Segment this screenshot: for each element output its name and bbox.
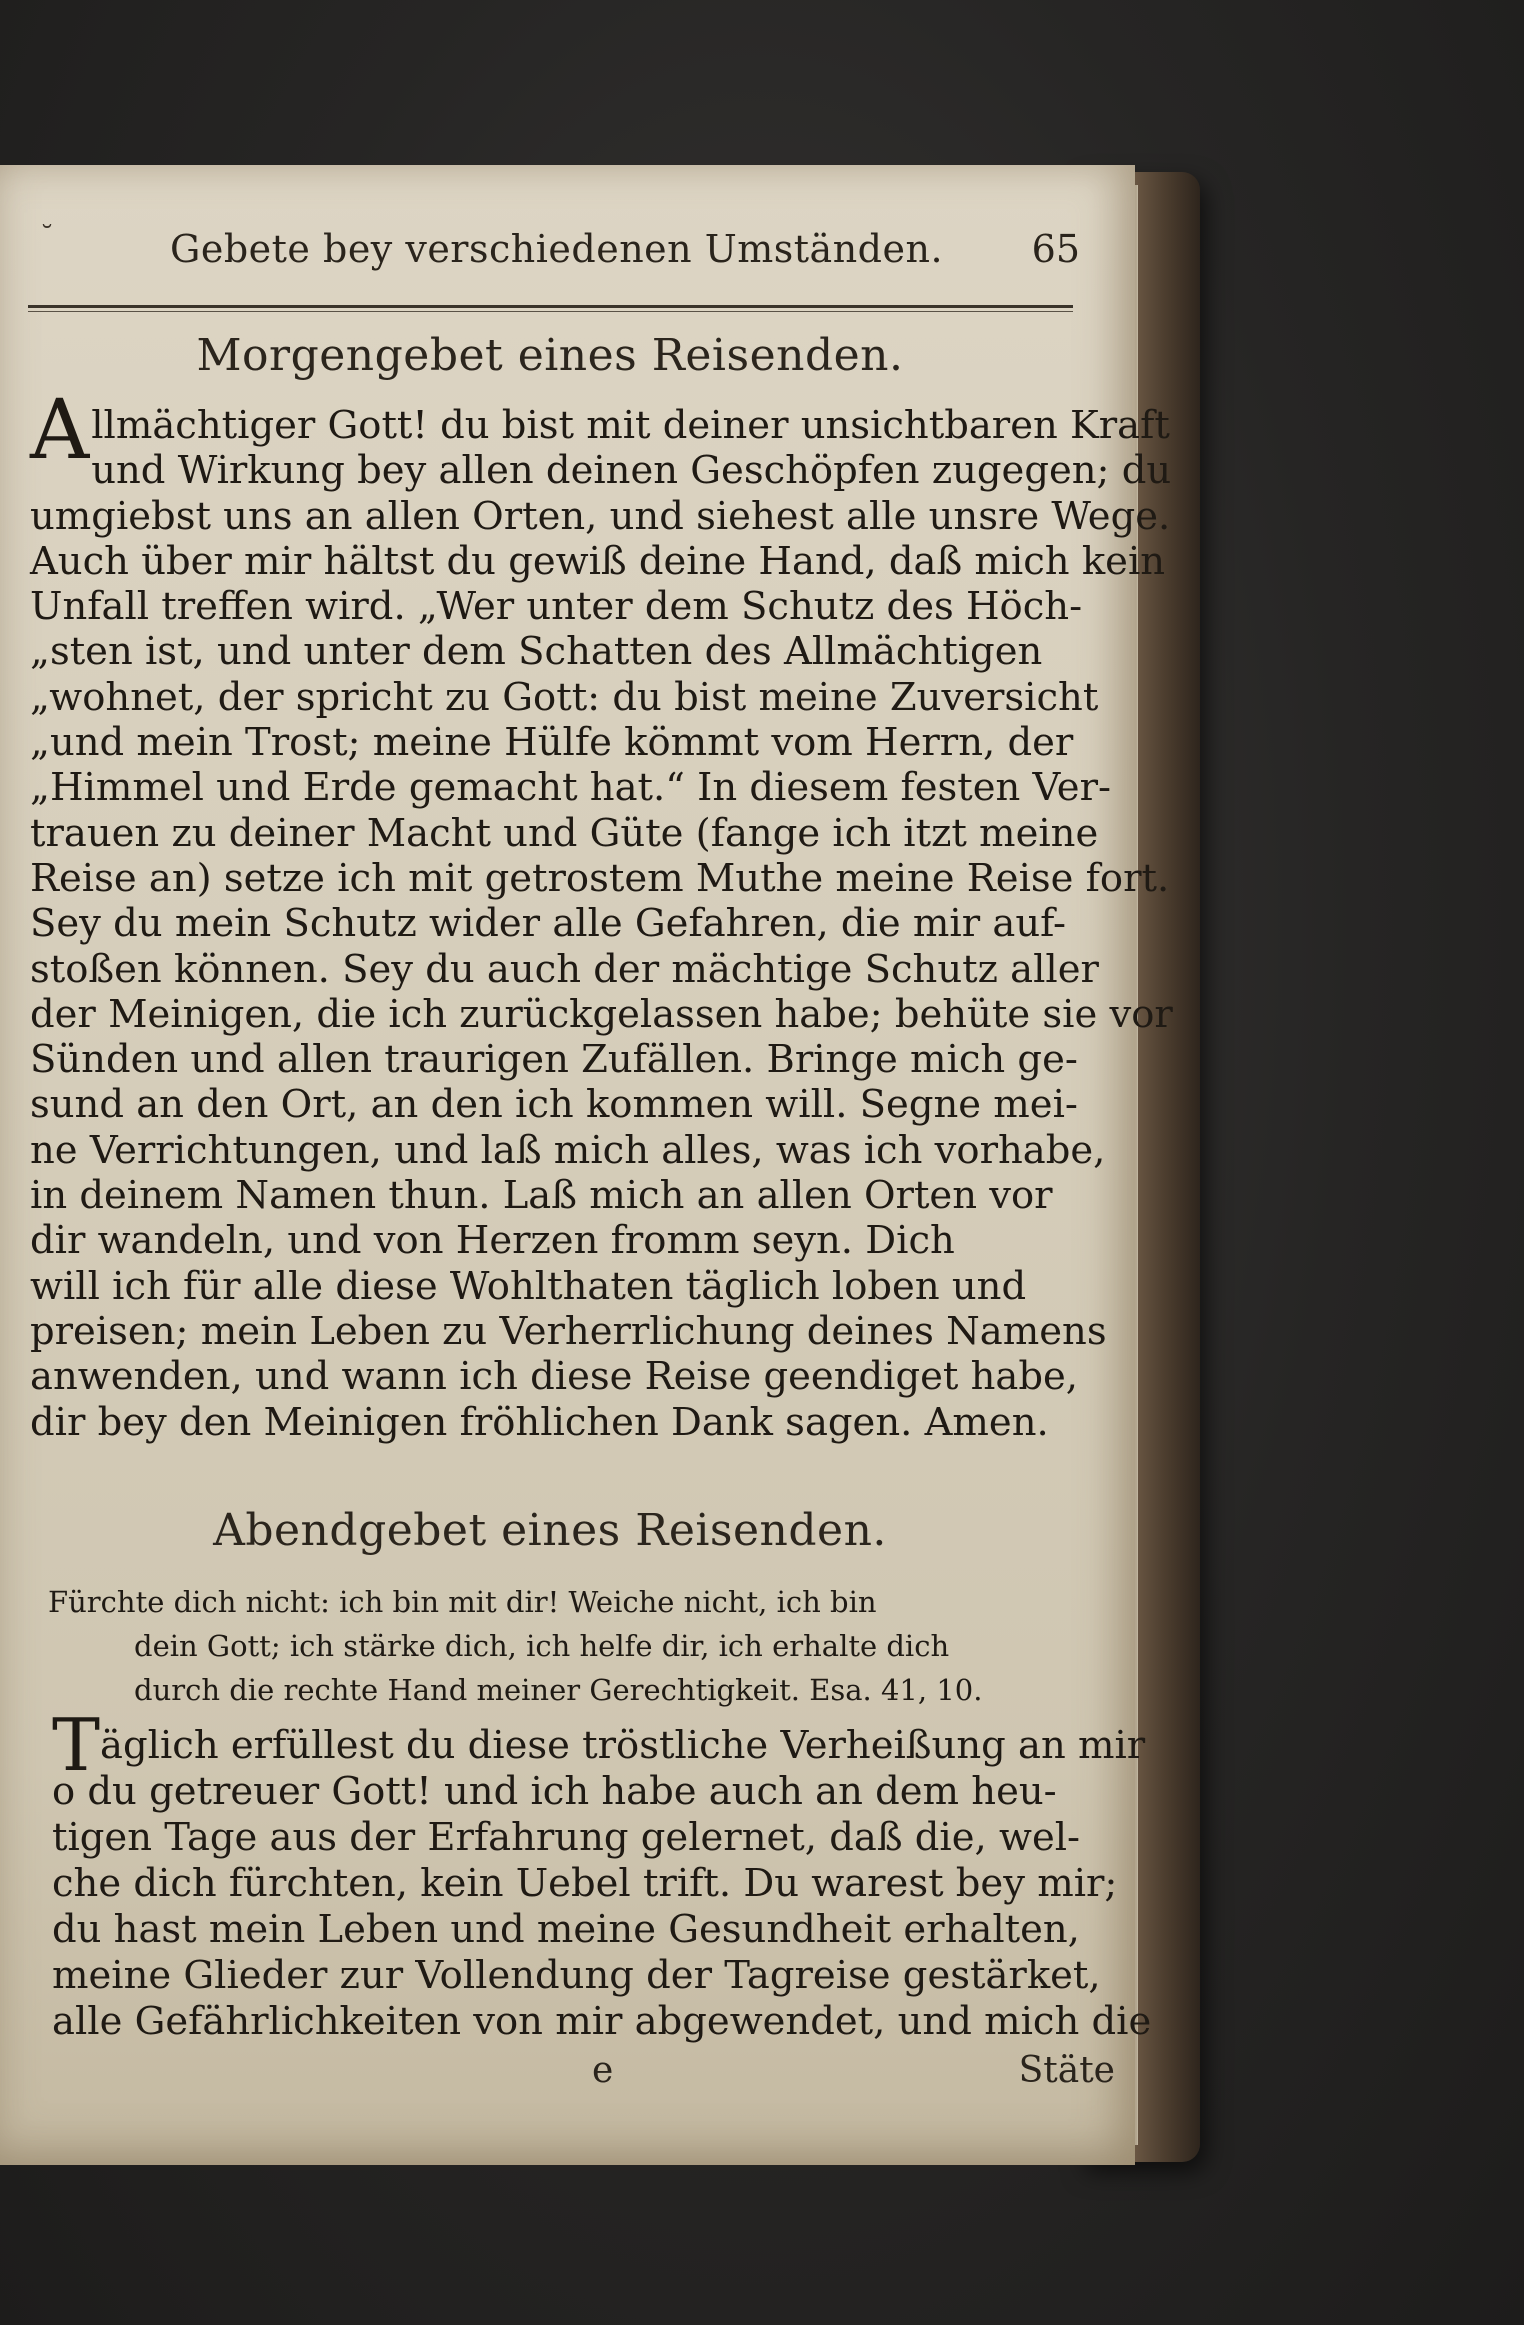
text-line: der Meinigen, die ich zurückgelassen habe; behüte sie vor xyxy=(30,991,1173,1037)
text-line: che dich fürchten, kein Uebel trift. Du warest bey mir; xyxy=(52,1861,1118,1906)
text-line: Auch über mir hältst du gewiß deine Hand, daß mich kein xyxy=(30,538,1166,584)
header-rule xyxy=(28,305,1073,308)
text-line: Allmächtiger Gott! du bist mit deiner unsichtbaren Kraft xyxy=(30,383,1170,478)
text-line: alle Gefährlichkeiten von mir abgewendet, und mich die xyxy=(52,1999,1152,2044)
text-line: und Wirkung bey allen deinen Geschöpfen zugegen; du xyxy=(91,448,1172,494)
catchword: Stäte xyxy=(1018,2050,1115,2091)
text-line: „und mein Trost; meine Hülfe kömmt vom Herrn, der xyxy=(30,720,1074,766)
text-line: „sten ist, und unter dem Schatten des Allmächtigen xyxy=(30,629,1043,675)
text-line: trauen zu deiner Macht und Güte (fange ich itzt meine xyxy=(30,810,1099,856)
book-page xyxy=(0,165,1173,2165)
text-line: will ich für alle diese Wohlthaten täglich loben und xyxy=(30,1263,1027,1309)
page-mark: ˘ xyxy=(40,220,54,253)
text-line: „wohnet, der spricht zu Gott: du bist meine Zuversicht xyxy=(30,674,1099,720)
text-line: Unfall treffen wird. „Wer unter dem Schutz des Höch- xyxy=(30,584,1083,630)
morning-prayer-text xyxy=(30,383,1173,1445)
page-footer xyxy=(52,2050,1127,2096)
text-line: preisen; mein Leben zu Verherrlichung deines Namens xyxy=(30,1308,1107,1354)
drop-cap: A xyxy=(30,383,90,478)
text-line: o du getreuer Gott! und ich habe auch an dem heu- xyxy=(52,1769,1057,1814)
motto-line: Fürchte dich nicht: ich bin mit dir! Weiche nicht, ich bin xyxy=(48,1585,877,1619)
running-head-title: Gebete bey verschiedenen Umständen. xyxy=(170,227,944,271)
text-line: du hast mein Leben und meine Gesundheit erhalten, xyxy=(52,1907,1080,1952)
drop-cap: T xyxy=(52,1703,101,1787)
text-line: stoßen können. Sey du auch der mächtige Schutz aller xyxy=(30,946,1099,992)
motto-line: durch die rechte Hand meiner Gerechtigkeit. Esa. 41, 10. xyxy=(134,1673,983,1707)
text-line: Sünden und allen traurigen Zufällen. Bringe mich ge- xyxy=(30,1037,1078,1083)
section-heading-morning: Morgengebet eines Reisenden. xyxy=(196,330,904,381)
text-line: ne Verrichtungen, und laß mich alles, was ich vorhabe, xyxy=(30,1127,1106,1173)
motto-line: dein Gott; ich stärke dich, ich helfe dir, ich erhalte dich xyxy=(134,1629,950,1663)
text-line: Täglich erfüllest du diese tröstliche Verheißung an mir xyxy=(52,1703,1146,1787)
text-line: „Himmel und Erde gemacht hat.“ In diesem festen Ver- xyxy=(30,765,1111,811)
running-head xyxy=(170,227,1090,287)
text-line: umgiebst uns an allen Orten, und siehest alle unsre Wege. xyxy=(30,493,1171,539)
text-line: tigen Tage aus der Erfahrung gelernet, daß die, wel- xyxy=(52,1815,1081,1860)
page-number: 65 xyxy=(1031,227,1080,271)
signature-mark: e xyxy=(592,2050,614,2091)
text-line: sund an den Ort, an den ich kommen will. Segne mei- xyxy=(30,1082,1078,1128)
section-heading-evening: Abendgebet eines Reisenden. xyxy=(213,1505,887,1556)
evening-prayer-text xyxy=(52,1703,1152,2045)
header-rule-thin xyxy=(28,311,1073,312)
text-line: meine Glieder zur Vollendung der Tagreise gestärket, xyxy=(52,1953,1101,1998)
text-line: in deinem Namen thun. Laß mich an allen Orten vor xyxy=(30,1173,1053,1219)
bible-motto xyxy=(48,1580,1093,1712)
text-line: dir bey den Meinigen fröhlichen Dank sagen. Amen. xyxy=(30,1399,1049,1445)
text-line: anwenden, und wann ich diese Reise geendiget habe, xyxy=(30,1354,1079,1400)
text-line: Sey du mein Schutz wider alle Gefahren, die mir auf- xyxy=(30,901,1067,947)
text-line: Reise an) setze ich mit getrostem Muthe meine Reise fort. xyxy=(30,855,1170,901)
text-line: dir wandeln, und von Herzen fromm seyn. Dich xyxy=(30,1218,955,1264)
